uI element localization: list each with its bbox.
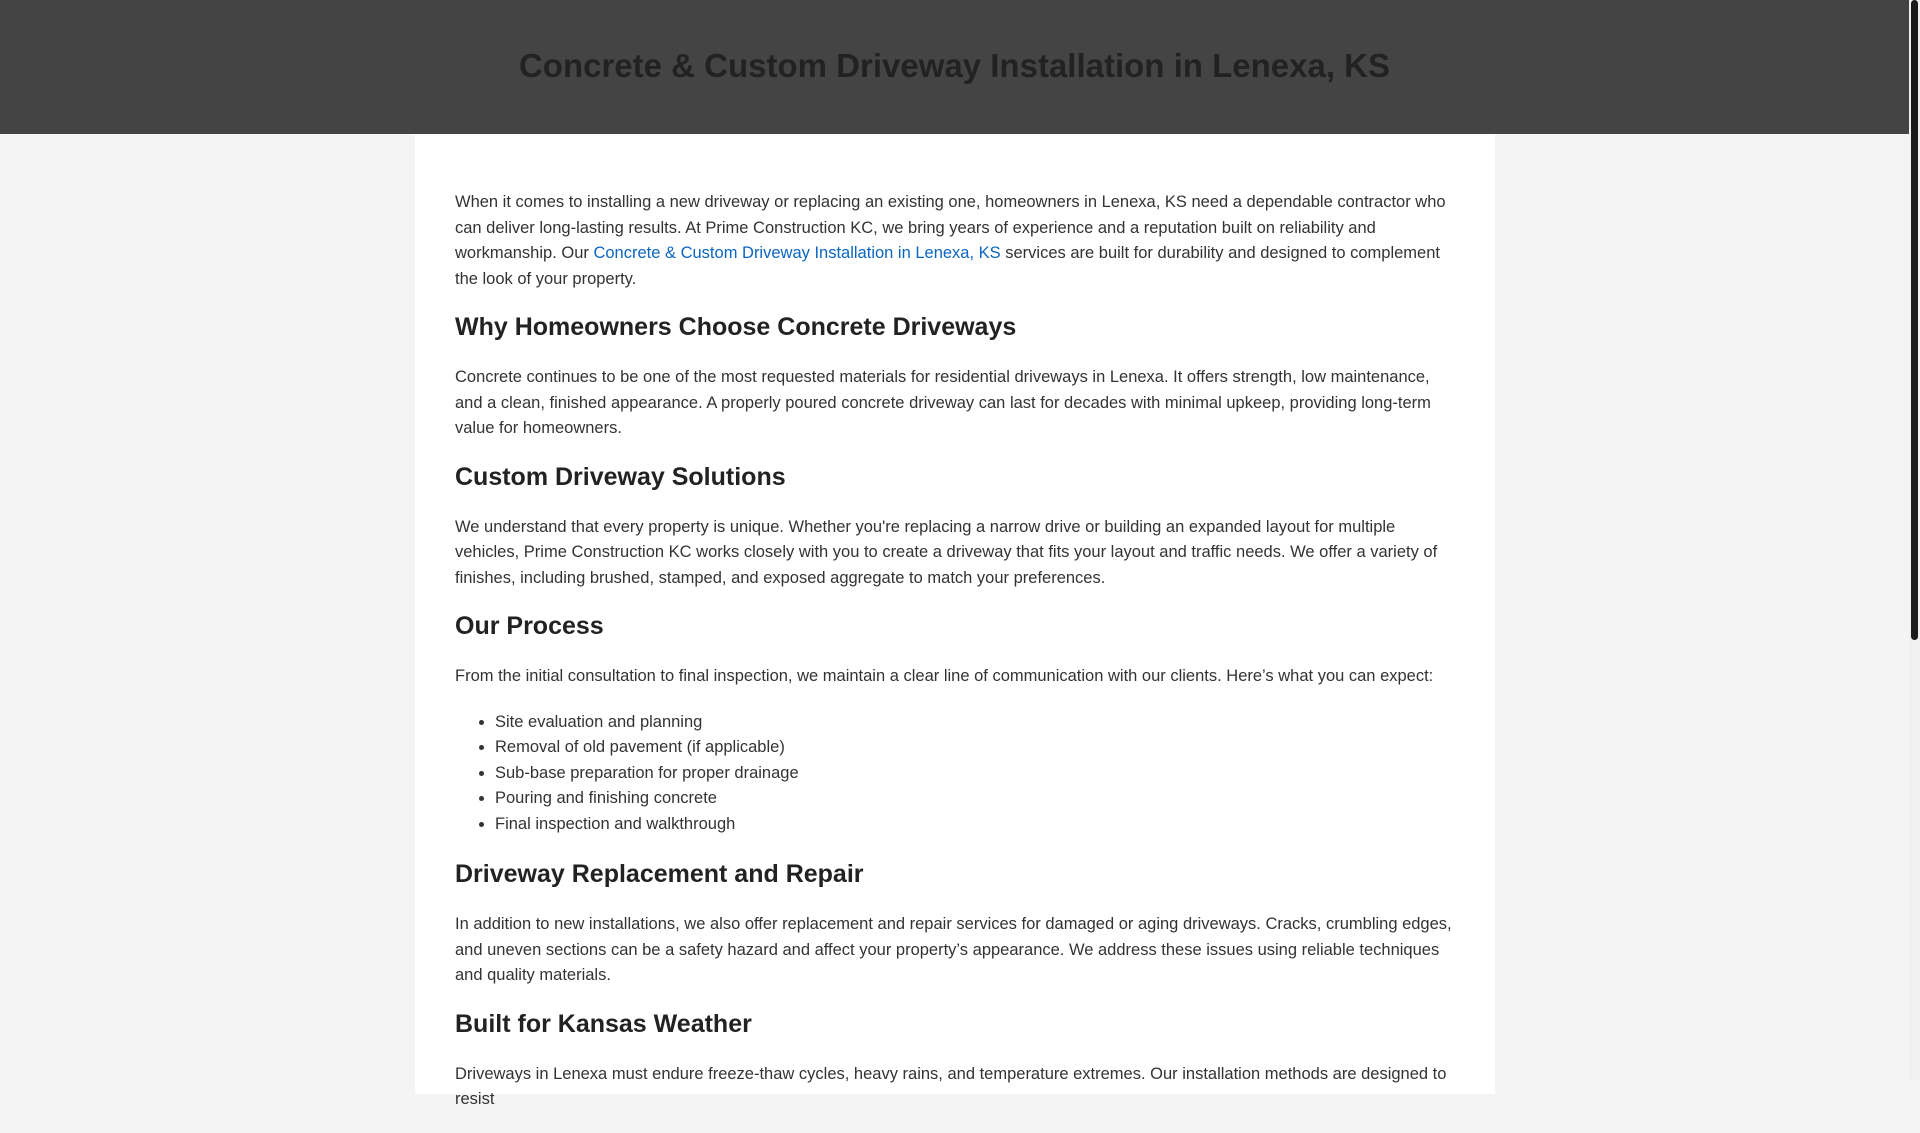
intro-text-after: services are built for durability and designed to complement the look of your property. [455, 244, 1440, 288]
service-link[interactable]: Concrete & Custom Driveway Installation in Lenexa, KS [593, 244, 1001, 262]
paragraph-kansas-weather: Driveways in Lenexa must endure freeze-thaw cycles, heavy rains, and temperature extremes. Our installation methods are designed to resist [455, 1064, 1447, 1108]
list-item: • Site evaluation and planning [495, 710, 1455, 736]
intro-paragraph [455, 190, 1455, 292]
page-scrollbar[interactable] [1909, 0, 1920, 1080]
intro-text-before: When it comes to installing a new driveway or replacing an existing one, homeowners in Lenexa, KS need a dependable contractor who can deliver long-lasting results. At Prime Construction KC, we bring years of experience and a reputation built on reliability and workmanship. Our [455, 193, 1446, 262]
paragraph-custom-solutions: We understand that every property is unique. Whether you're replacing a narrow drive or building an expanded layout for multiple vehicles, Prime Construction KC works closely with you to create a driveway that fits your layout and traffic needs. We offer a variety of finishes, including brushed, stamped, and exposed aggregate to match your preferences. [455, 517, 1438, 587]
process-steps-list [455, 710, 1455, 838]
heading-custom-solutions: Custom Driveway Solutions [455, 462, 786, 491]
paragraph-our-process: From the initial consultation to final inspection, we maintain a clear line of communication with our clients. Here’s what you can expect: [455, 667, 1434, 685]
main-content-card [415, 134, 1495, 1108]
list-item: • Removal of old pavement (if applicable) [495, 735, 1455, 761]
paragraph-replacement-repair: In addition to new installations, we also offer replacement and repair services for damaged or aging driveways. Cracks, crumbling edges, and uneven sections can be a safety hazard and affect your property’s appearance. We address these issues using reliable techniques and quality materials. [455, 915, 1452, 984]
heading-why-concrete: Why Homeowners Choose Concrete Driveways [455, 313, 1017, 341]
heading-our-process: Our Process [455, 612, 604, 640]
list-item: • Final inspection and walkthrough [495, 812, 1455, 838]
heading-kansas-weather: Built for Kansas Weather [455, 1009, 752, 1038]
scrollbar-thumb[interactable] [1911, 0, 1918, 640]
list-item: • Sub-base preparation for proper drainage [495, 761, 1455, 787]
article-content [455, 190, 1455, 1133]
paragraph-why-concrete: Concrete continues to be one of the most requested materials for residential driveways in Lenexa. It offers strength, low maintenance, and a clean, finished appearance. A properly poured concrete driveway can last for decades with minimal upkeep, providing long-term value for homeowners. [455, 368, 1431, 437]
site-header [0, 0, 1909, 134]
list-item: • Pouring and finishing concrete [495, 786, 1455, 812]
page-title: Concrete & Custom Driveway Installation in Lenexa, KS [518, 47, 1391, 84]
heading-replacement-repair: Driveway Replacement and Repair [455, 860, 864, 888]
